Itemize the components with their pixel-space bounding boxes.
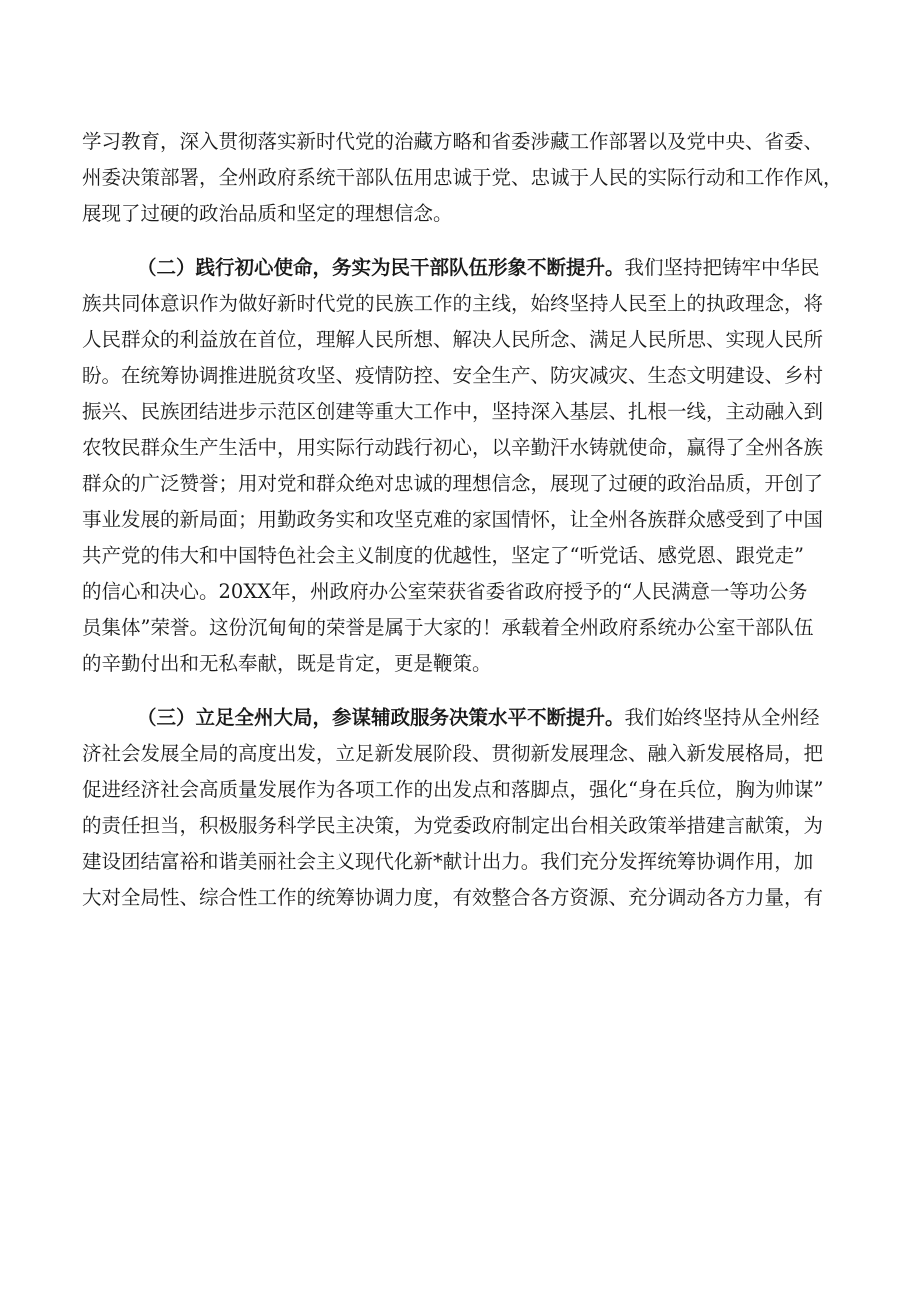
text-run: 我们坚持把铸牢中华民 bbox=[624, 256, 820, 279]
text-line: 员集体”荣誉。这份沉甸甸的荣誉是属于大家的！承载着全州政府系统办公室干部队伍 bbox=[82, 616, 814, 639]
text-line: 济社会发展全局的高度出发，立足新发展阶段、贯彻新发展理念、融入新发展格局，把 bbox=[82, 742, 824, 765]
text-line: 州委决策部署，全州政府系统干部队伍用忠诚于党、忠诚于人民的实际行动和工作作风， bbox=[82, 166, 843, 189]
document-body bbox=[82, 124, 852, 916]
text-line: 事业发展的新局面；用勤政务实和攻坚克难的家国情怀，让全州各族群众感受到了中国 bbox=[82, 508, 824, 531]
paragraph-3 bbox=[82, 700, 852, 916]
paragraph-1 bbox=[82, 124, 852, 232]
text-line: 促进经济社会高质量发展作为各项工作的出发点和落脚点，强化“身在兵位，胸为帅谋” bbox=[82, 778, 824, 801]
text-line: 展现了过硬的政治品质和坚定的理想信念。 bbox=[82, 202, 453, 225]
text-line: 振兴、民族团结进步示范区创建等重大工作中，坚持深入基层、扎根一线，主动融入到 bbox=[82, 400, 824, 423]
text-line: 盼。在统筹协调推进脱贫攻坚、疫情防控、安全生产、防灾减灾、生态文明建设、乡村 bbox=[82, 364, 824, 387]
text-line: 人民群众的利益放在首位，理解人民所想、解决人民所念、满足人民所思、实现人民所 bbox=[82, 328, 824, 351]
text-line: 的信心和决心。20XX年，州政府办公室荣获省委省政府授予的“人民满意一等功公务 bbox=[82, 580, 808, 603]
paragraph-first-line bbox=[82, 250, 852, 286]
text-line: 大对全局性、综合性工作的统筹协调力度，有效整合各方资源、充分调动各方力量，有 bbox=[82, 886, 824, 909]
text-line: 共产党的伟大和中国特色社会主义制度的优越性，坚定了“听党话、感党恩、跟党走” bbox=[82, 544, 804, 567]
text-line: 建设团结富裕和谐美丽社会主义现代化新*献计出力。我们充分发挥统筹协调作用，加 bbox=[82, 850, 814, 873]
text-line: 的责任担当，积极服务科学民主决策，为党委政府制定出台相关政策举措建言献策，为 bbox=[82, 814, 824, 837]
section-heading: （三）立足全州大局，参谋辅政服务决策水平不断提升。 bbox=[137, 706, 625, 729]
text-line: 农牧民群众生产生活中，用实际行动践行初心，以辛勤汗水铸就使命，赢得了全州各族 bbox=[82, 436, 824, 459]
text-line: 学习教育，深入贯彻落实新时代党的治藏方略和省委涉藏工作部署以及党中央、省委、 bbox=[82, 130, 824, 153]
text-line: 的辛勤付出和无私奉献，既是肯定，更是鞭策。 bbox=[82, 652, 492, 675]
paragraph-2 bbox=[82, 250, 852, 682]
text-line: 群众的广泛赞誉；用对党和群众绝对忠诚的理想信念，展现了过硬的政治品质，开创了 bbox=[82, 472, 824, 495]
text-line: 族共同体意识作为做好新时代党的民族工作的主线，始终坚持人民至上的执政理念，将 bbox=[82, 292, 824, 315]
paragraph-first-line bbox=[82, 700, 852, 736]
text-run: 我们始终坚持从全州经 bbox=[624, 706, 820, 729]
section-heading: （二）践行初心使命，务实为民干部队伍形象不断提升。 bbox=[137, 256, 625, 279]
